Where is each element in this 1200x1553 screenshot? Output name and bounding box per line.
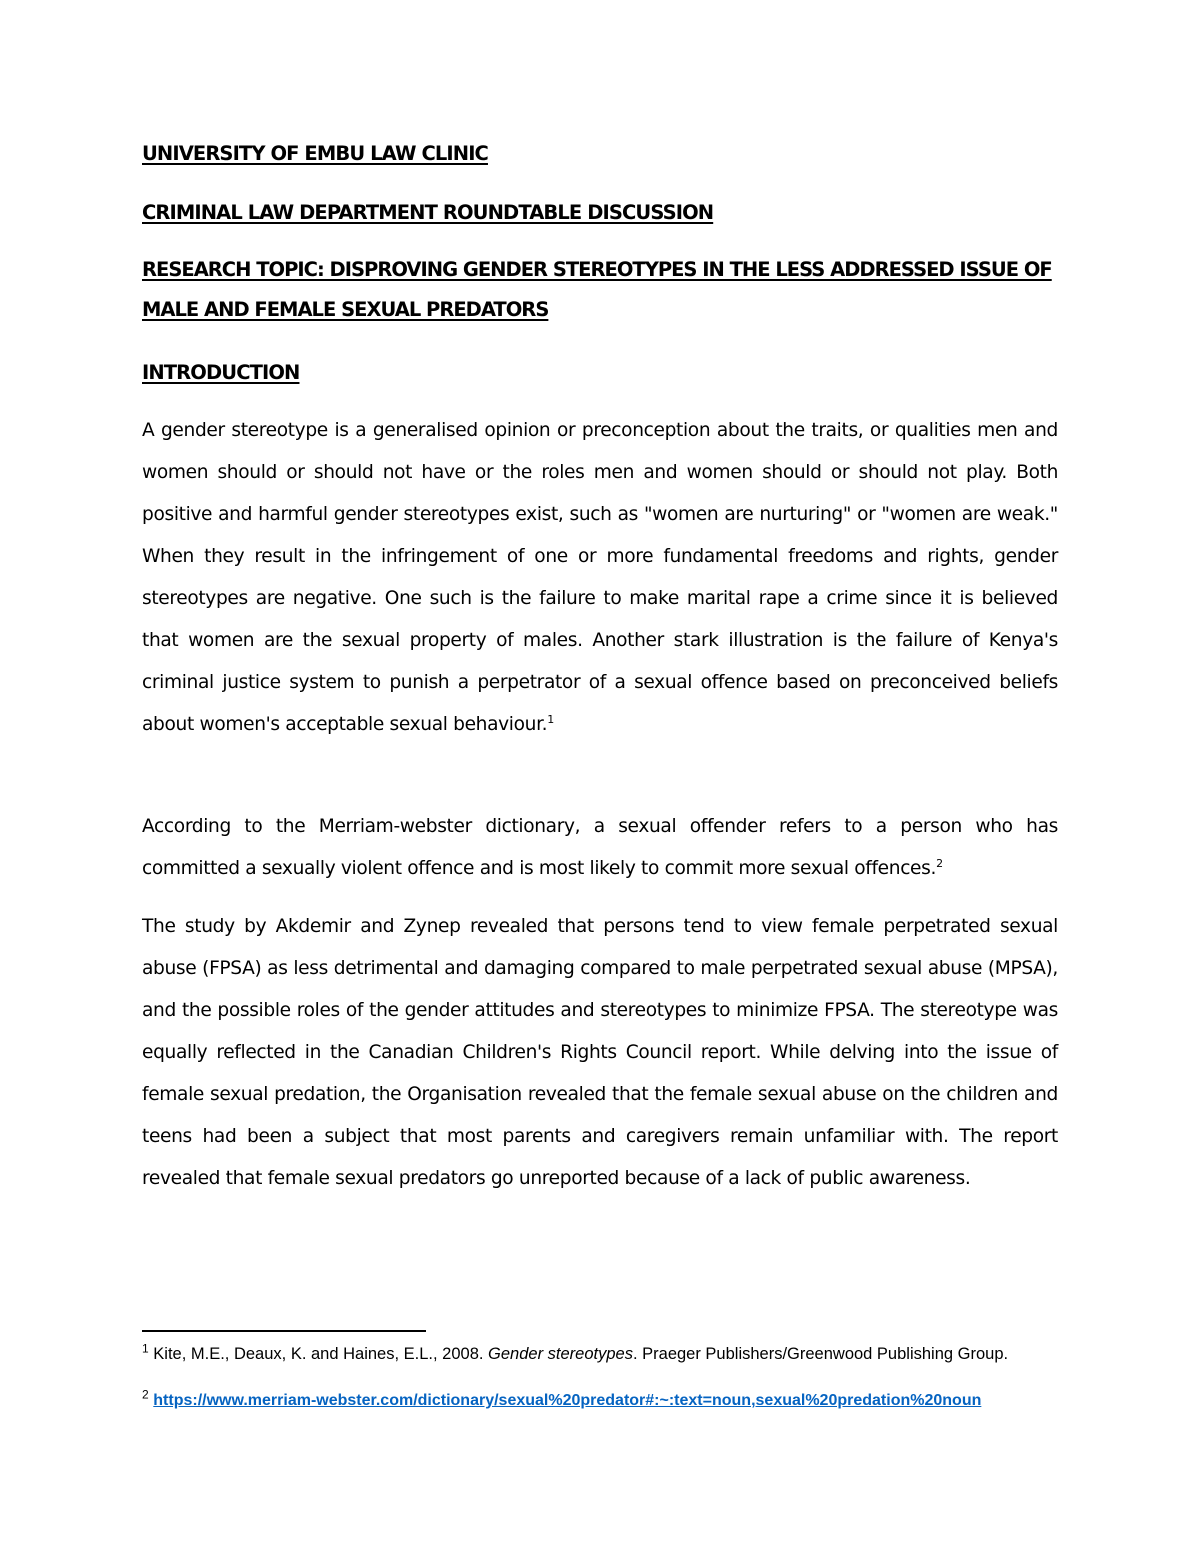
footnote-ref-1[interactable]: 1 — [547, 712, 554, 726]
introduction-heading: INTRODUCTION — [142, 361, 300, 384]
heading-university: UNIVERSITY OF EMBU LAW CLINIC — [142, 142, 488, 165]
footnote-separator — [142, 1330, 426, 1332]
footnote-2-mark: 2 — [142, 1387, 149, 1402]
footnote-1 — [142, 1343, 1058, 1365]
footnote-1-mark: 1 — [142, 1341, 149, 1356]
heading-department: CRIMINAL LAW DEPARTMENT ROUNDTABLE DISCUSSION — [142, 201, 714, 224]
paragraph-akdemir-study: The study by Akdemir and Zynep revealed that persons tend to view female perpetrated sexual abuse (FPSA) as less detrimental and damaging compared to male perpetrated sexual abuse (MPSA), and the possible roles of the gender attitudes and stereotypes to minimize FPSA. The stereotype was equally reflected in the Canadian Children's Rights Council report. While delving into the issue of female sexual predation, the Organisation revealed that the female sexual abuse on the children and teens had been a subject that most parents and caregivers remain unfamiliar with. The report revealed that female sexual predators go unreported because of a lack of public awareness. — [142, 916, 1058, 1189]
research-topic-heading: RESEARCH TOPIC: DISPROVING GENDER STEREOTYPES IN THE LESS ADDRESSED ISSUE OF MALE AND FEMALE SEXUAL PREDATORS — [142, 258, 1052, 321]
paragraph-1-text: A gender stereotype is a generalised opinion or preconception about the traits, or qualities men and women should or should not have or the roles men and women should or should not play. Both positive and harmful gender stereotypes exist, such as "women are nurturing" or "women are weak." When they result in the infringement of one or more fundamental freedoms and rights, gender stereotypes are negative. One such is the failure to make marital rape a crime since it is believed that women are the sexual property of males. Another stark illustration is the failure of Kenya's criminal justice system to punish a perpetrator of a sexual offence based on preconceived beliefs about women's acceptable sexual behaviour. — [142, 420, 1058, 735]
footnote-1-title: Gender stereotypes — [488, 1345, 633, 1363]
paragraph-sexual-offender-definition — [142, 806, 1058, 890]
document-page — [142, 0, 1060, 1553]
footnote-1-text-after: . Praeger Publishers/Greenwood Publishing Group. — [632, 1345, 1009, 1363]
paragraph-gender-stereotype — [142, 410, 1058, 746]
footnote-1-text-before: Kite, M.E., Deaux, K. and Haines, E.L., 2008. — [148, 1345, 489, 1363]
footnote-ref-2[interactable]: 2 — [936, 856, 943, 870]
footnote-2 — [142, 1389, 1058, 1412]
footnote-2-link[interactable]: https://www.merriam-webster.com/dictionary/sexual%20predator#:~:text=noun,sexual%20predation%20noun — [153, 1392, 982, 1409]
paragraph-2-text: According to the Merriam-webster dictionary, a sexual offender refers to a person who has committed a sexually violent offence and is most likely to commit more sexual offences. — [142, 816, 1058, 879]
